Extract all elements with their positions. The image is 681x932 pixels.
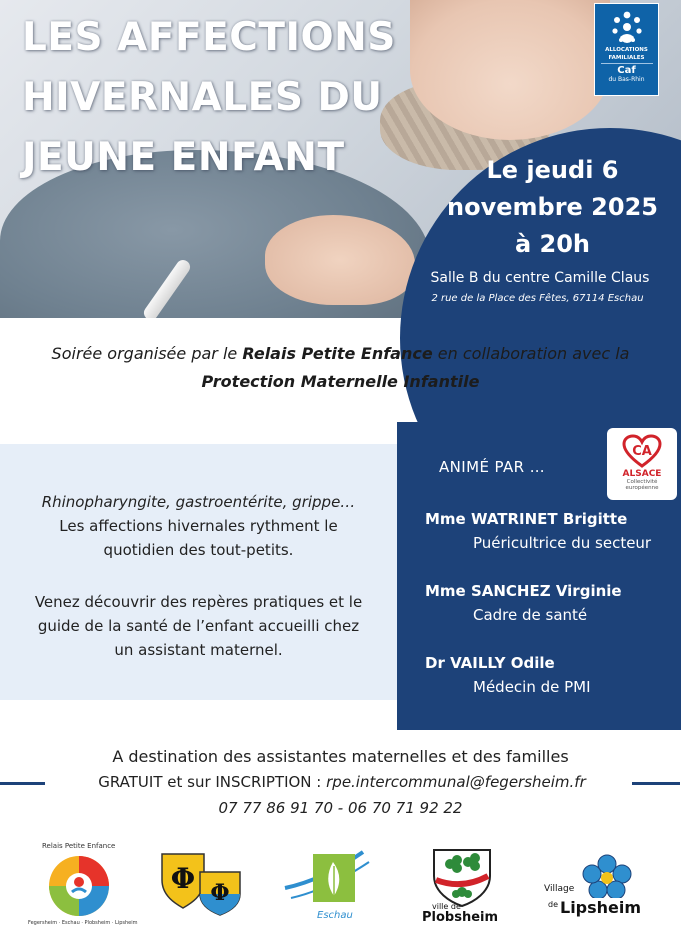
plobsheim-shield-icon <box>430 846 494 908</box>
svg-text:Φ: Φ <box>170 862 196 895</box>
event-time: à 20h <box>514 230 591 258</box>
lipsheim-logo <box>544 840 654 926</box>
speaker-name: Mme SANCHEZ Virginie <box>425 582 622 600</box>
inscription-prefix: GRATUIT et sur INSCRIPTION : <box>98 773 327 791</box>
divider-left <box>0 782 45 785</box>
event-place: Salle B du centre Camille Claus <box>430 270 650 286</box>
event-date-line1: Le jeudi 6 <box>486 156 619 184</box>
speakers-heading: ANIMÉ PAR … <box>439 458 546 476</box>
caf-line2: FAMILIALES <box>608 55 645 61</box>
lipsheim-small2: de <box>548 900 558 909</box>
intro-org2: Protection Maternelle Infantile <box>201 372 480 391</box>
plobsheim-logo <box>420 840 510 926</box>
svg-text:CA: CA <box>632 444 652 459</box>
speaker-role: Puéricultrice du secteur <box>473 534 652 552</box>
svg-text:Φ: Φ <box>210 880 230 906</box>
rpe-name: Relais Petite Enfance <box>42 842 116 850</box>
alsace-sub1: Collectivité <box>626 479 658 485</box>
speaker-role: Cadre de santé <box>473 606 588 624</box>
alsace-heart-icon <box>622 434 662 468</box>
caf-line1: ALLOCATIONS <box>605 47 648 53</box>
intro-text <box>0 340 681 396</box>
divider-right <box>632 782 680 785</box>
caf-name: Caf <box>601 63 653 76</box>
rpe-towns: Fegersheim · Eschau · Plobsheim · Lipsheim <box>28 920 138 926</box>
info-line5: guide de la santé de l’enfant accueilli chez <box>37 617 360 635</box>
rpe-logo-icon <box>34 840 124 928</box>
partner-logos <box>0 840 681 930</box>
intro-org1: Relais Petite Enfance <box>242 344 433 363</box>
info-paragraph-1 <box>0 490 397 562</box>
hero-photo-child <box>410 0 610 140</box>
intro-middle: en collaboration avec la <box>432 344 630 363</box>
alsace-sub2: européenne <box>625 485 659 491</box>
fegersheim-logo <box>160 850 242 920</box>
lipsheim-name: Lipsheim <box>560 898 642 917</box>
audience-text: A destination des assistantes maternelles et des familles <box>112 747 569 766</box>
eschau-leaf-icon <box>283 840 373 912</box>
eschau-name: Eschau <box>317 910 353 921</box>
info-line3: quotidien des tout-petits. <box>103 541 294 559</box>
info-symptoms: Rhinopharyngite, gastroentérite, grippe… <box>41 493 356 511</box>
plobsheim-name: Plobsheim <box>422 910 499 925</box>
contact-phones[interactable]: 07 77 86 91 70 - 06 70 71 92 22 <box>218 799 463 817</box>
alsace-logo <box>607 428 677 500</box>
info-line2: Les affections hivernales rythment le <box>59 517 338 535</box>
info-panel <box>0 444 397 700</box>
info-paragraph-2 <box>0 590 397 662</box>
lipsheim-flower-icon <box>582 854 632 898</box>
event-date-line2: novembre 2025 <box>447 193 658 221</box>
plobsheim-small: ville de <box>432 902 461 911</box>
event-date <box>430 152 675 263</box>
lipsheim-small1: Village <box>544 884 575 894</box>
info-line6: un assistant maternel. <box>114 641 283 659</box>
caf-logo <box>594 3 659 96</box>
eschau-logo <box>283 840 373 926</box>
phi-shield-icon <box>160 850 242 916</box>
page-title: LES AFFECTIONS HIVERNALES DU JEUNE ENFANT <box>22 15 396 180</box>
info-line4: Venez découvrir des repères pratiques et le <box>34 593 363 611</box>
speaker-name: Mme WATRINET Brigitte <box>425 510 628 528</box>
rpe-logo <box>28 840 138 930</box>
caf-family-icon <box>608 8 646 46</box>
intro-prefix: Soirée organisée par le <box>51 344 243 363</box>
contact-email[interactable]: rpe.intercommunal@fegersheim.fr <box>326 773 586 791</box>
inscription-text <box>52 770 632 794</box>
caf-region: du Bas-Rhin <box>608 76 645 83</box>
speaker-role: Médecin de PMI <box>473 678 591 696</box>
event-address: 2 rue de la Place des Fêtes, 67114 Eschau <box>431 293 644 304</box>
alsace-name: ALSACE <box>622 469 662 479</box>
speaker-name: Dr VAILLY Odile <box>425 654 555 672</box>
